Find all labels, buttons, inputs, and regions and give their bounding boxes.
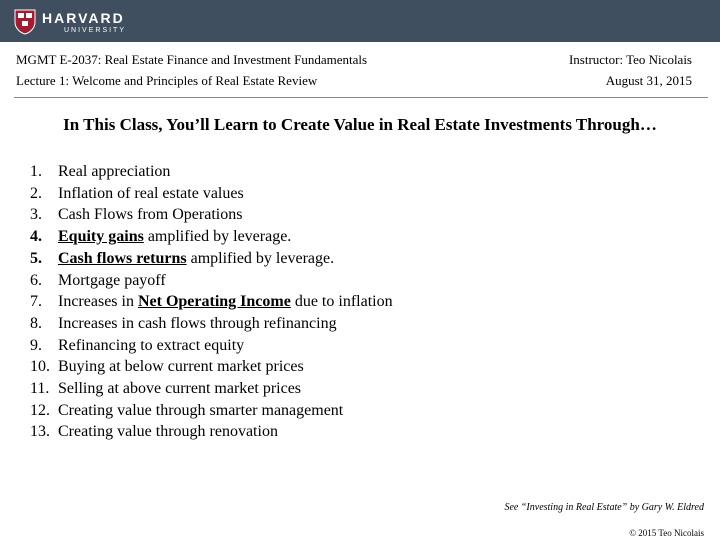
list-emphasis: Cash flows returns <box>58 249 187 267</box>
list-number: 1. <box>30 163 42 180</box>
list-text: Increases in <box>58 293 138 311</box>
list-item <box>30 356 393 378</box>
list-number: 2. <box>30 184 42 202</box>
lecture-title: Lecture 1: Welcome and Principles of Real Estate Review <box>16 73 318 88</box>
list-item <box>30 204 393 226</box>
list-text: Mortgage payoff <box>58 271 166 289</box>
list-text: Real appreciation <box>58 163 171 180</box>
list-emphasis: Equity gains <box>58 228 144 246</box>
list-text: amplified by leverage. <box>186 249 335 267</box>
list-number: 10. <box>30 358 50 376</box>
list-number: 13. <box>30 423 50 441</box>
logo-wordmark: HARVARD <box>42 9 125 26</box>
list-number: 6. <box>30 271 42 289</box>
list-text: Inflation of real estate values <box>58 184 244 202</box>
list-number: 5. <box>30 249 42 267</box>
list-item <box>30 161 393 183</box>
list-text: Creating value through renovation <box>58 423 278 441</box>
instructor-name: Instructor: Teo Nicolais <box>568 52 692 67</box>
list-item <box>30 421 393 443</box>
harvard-shield-icon <box>14 9 36 35</box>
list-item <box>30 400 393 422</box>
list-item <box>30 226 393 248</box>
course-info <box>16 49 367 91</box>
list-text: Refinancing to extract equity <box>58 336 245 354</box>
list-text: due to inflation <box>290 293 393 311</box>
header-banner <box>0 0 720 42</box>
list-text: Increases in cash flows through refinancing <box>58 314 337 332</box>
copyright-notice: © 2015 Teo Nicolais <box>629 528 704 538</box>
list-item <box>30 291 393 313</box>
list-text: Buying at below current market prices <box>58 358 304 376</box>
list-number: 8. <box>30 314 42 332</box>
list-emphasis: Net Operating Income <box>137 293 291 311</box>
list-number: 7. <box>30 293 42 311</box>
list-item <box>30 313 393 335</box>
header-divider <box>14 97 708 98</box>
list-text: amplified by leverage. <box>143 228 292 246</box>
list-number: 3. <box>30 206 42 224</box>
list-text: Creating value through smarter management <box>58 401 344 419</box>
list-item <box>30 378 393 400</box>
list-text: Cash Flows from Operations <box>58 206 243 224</box>
list-item <box>30 335 393 357</box>
slide-title: In This Class, You’ll Learn to Create Value in Real Estate Investments Through… <box>63 115 657 134</box>
lecture-date: August 31, 2015 <box>605 73 692 88</box>
instructor-info <box>569 49 692 91</box>
list-number: 11. <box>30 380 50 398</box>
course-title: MGMT E-2037: Real Estate Finance and Investment Fundamentals <box>16 52 368 67</box>
list-text: Selling at above current market prices <box>58 380 302 398</box>
list-number: 12. <box>30 401 50 419</box>
list-item <box>30 270 393 292</box>
value-creation-list <box>30 161 393 443</box>
source-citation: See “Investing in Real Estate” by Gary W. Eldred <box>504 502 704 513</box>
list-item <box>30 248 393 270</box>
logo-subtitle: UNIVERSITY <box>64 26 127 34</box>
list-number: 4. <box>30 228 42 246</box>
list-number: 9. <box>30 336 42 354</box>
harvard-logo <box>14 9 126 35</box>
list-item <box>30 183 393 205</box>
